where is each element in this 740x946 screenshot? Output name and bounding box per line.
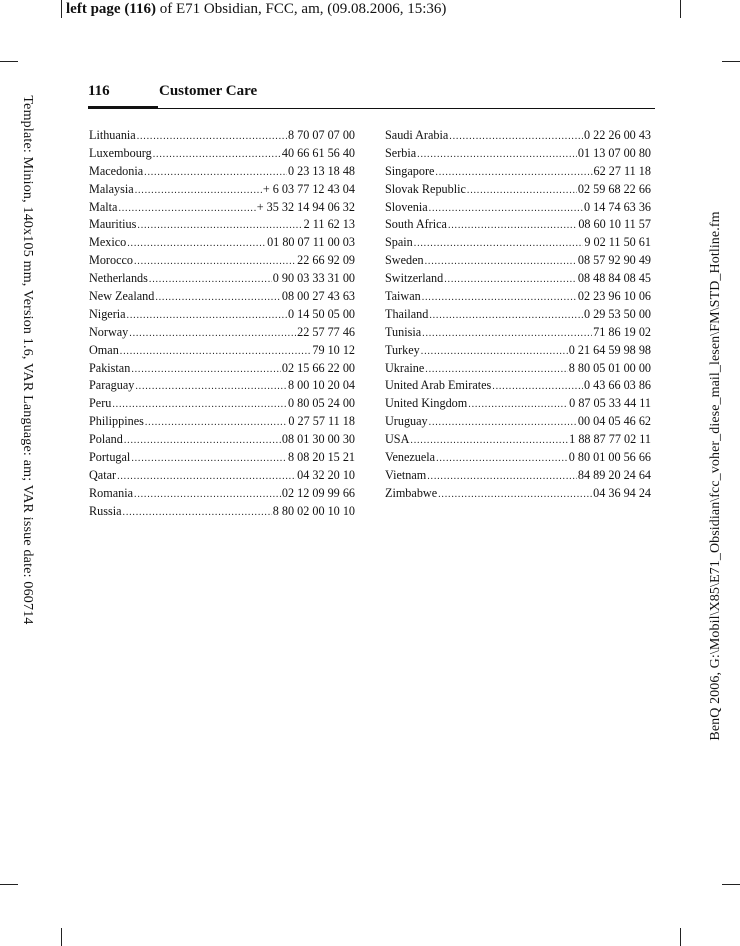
country-name: Pakistan [89, 360, 131, 375]
hotline-row [89, 288, 355, 306]
country-name: Mexico [89, 235, 127, 250]
phone-number: 0 43 66 03 86 [583, 378, 651, 393]
hotline-row [385, 145, 651, 163]
hotline-row [89, 342, 355, 360]
dot-leader [422, 325, 592, 342]
phone-number: 0 22 26 00 43 [583, 128, 651, 142]
phone-number: 8 70 07 07 00 [287, 128, 355, 142]
dot-leader [429, 200, 583, 217]
hotline-row [89, 324, 355, 342]
hotline-row [385, 288, 651, 306]
phone-number: 8 08 20 15 21 [287, 450, 355, 465]
dot-leader [134, 486, 281, 503]
hotline-row [385, 270, 651, 288]
page-title: Customer Care [159, 83, 258, 99]
hotline-row [89, 163, 355, 181]
dot-leader [135, 378, 287, 395]
hotline-row [89, 234, 355, 252]
country-name: Taiwan [385, 289, 421, 304]
page-number: 116 [88, 83, 110, 99]
dot-leader [429, 307, 583, 324]
hotline-row [385, 216, 651, 234]
country-name: Romania [89, 485, 134, 500]
crop-mark [61, 928, 62, 946]
hotline-row [89, 199, 355, 217]
country-name: Spain [385, 235, 413, 250]
phone-number: + 35 32 14 94 06 32 [256, 199, 355, 214]
phone-number: 1 88 87 77 02 11 [569, 432, 651, 447]
country-name: Philippines [89, 414, 144, 429]
phone-number: 04 36 94 24 [593, 485, 651, 500]
header-rule-thick [88, 106, 158, 109]
phone-number: 0 21 64 59 98 98 [568, 342, 651, 357]
dot-leader [117, 468, 296, 485]
phone-number: + 6 03 77 12 43 04 [262, 181, 355, 196]
hotline-row [385, 431, 651, 449]
phone-number: 08 60 10 11 57 [578, 217, 651, 232]
phone-number: 79 10 12 [312, 342, 355, 357]
hotline-row [89, 252, 355, 270]
phone-number: 40 66 61 56 40 [281, 145, 355, 160]
phone-number: 02 59 68 22 66 [577, 181, 651, 196]
dot-leader [444, 271, 577, 288]
phone-number: 08 01 30 00 30 [281, 432, 355, 447]
dot-leader [144, 164, 287, 181]
country-name: Luxembourg [89, 145, 152, 160]
country-name: Malaysia [89, 181, 134, 196]
crop-mark [0, 884, 18, 885]
country-name: Macedonia [89, 163, 144, 178]
phone-number: 02 12 09 99 66 [281, 485, 355, 500]
dot-leader [145, 414, 288, 431]
dot-leader [135, 182, 262, 199]
hotline-row [89, 216, 355, 234]
hotline-row [89, 270, 355, 288]
phone-number: 01 13 07 00 80 [577, 145, 651, 160]
hotline-row [89, 467, 355, 485]
phone-number: 9 02 11 50 61 [584, 235, 651, 250]
country-name: Nigeria [89, 306, 126, 321]
country-name: Uruguay [385, 414, 428, 429]
hotline-row [385, 181, 651, 199]
dot-leader [123, 504, 272, 521]
dot-leader [153, 146, 281, 163]
dot-leader [131, 450, 287, 467]
dot-leader [124, 432, 281, 449]
dot-leader [131, 361, 281, 378]
hotline-row [385, 449, 651, 467]
hotline-row [89, 503, 355, 521]
dot-leader [127, 235, 266, 252]
header-rule [158, 108, 655, 109]
country-name: Mauritius [89, 217, 137, 232]
dot-leader [155, 289, 281, 306]
country-name: Peru [89, 396, 112, 411]
country-name: Vietnam [385, 467, 427, 482]
hotline-row [385, 252, 651, 270]
print-info-line [66, 1, 446, 18]
phone-number: 8 80 02 00 10 10 [272, 503, 355, 518]
phone-number: 0 14 74 63 36 [583, 199, 651, 214]
phone-number: 08 57 92 90 49 [577, 253, 651, 268]
hotline-row [385, 127, 651, 145]
phone-number: 04 32 20 10 [297, 467, 355, 482]
print-info-page: left page (116) [66, 1, 156, 17]
country-name: Slovenia [385, 199, 428, 214]
phone-number: 0 80 01 00 56 66 [568, 450, 651, 465]
hotline-row [89, 377, 355, 395]
phone-number: 62 27 11 18 [593, 163, 651, 178]
dot-leader [467, 182, 577, 199]
hotline-row [385, 199, 651, 217]
country-name: Thailand [385, 306, 429, 321]
dot-leader [137, 128, 287, 145]
country-name: Lithuania [89, 128, 136, 142]
phone-number: 71 86 19 02 [593, 324, 651, 339]
crop-mark [722, 884, 740, 885]
hotline-row [385, 467, 651, 485]
dot-leader [427, 468, 577, 485]
phone-number: 8 80 05 01 00 00 [568, 360, 651, 375]
phone-number: 0 14 50 05 00 [287, 306, 355, 321]
country-name: USA [385, 432, 410, 447]
country-name: Saudi Arabia [385, 128, 449, 142]
phone-number: 22 57 77 46 [297, 324, 355, 339]
country-name: Norway [89, 324, 129, 339]
crop-mark [61, 0, 62, 18]
phone-number: 84 89 20 24 64 [577, 467, 651, 482]
hotline-row [385, 306, 651, 324]
dot-leader [438, 486, 592, 503]
country-name: Tunisia [385, 324, 422, 339]
dot-leader [410, 432, 568, 449]
country-name: Ukraine [385, 360, 425, 375]
country-name: Slovak Republic [385, 181, 466, 196]
phone-number: 08 00 27 43 63 [281, 289, 355, 304]
dot-leader [112, 396, 287, 413]
crop-mark [722, 61, 740, 62]
phone-number: 0 80 05 24 00 [287, 396, 355, 411]
phone-number: 02 15 66 22 00 [281, 360, 355, 375]
dot-leader [120, 343, 312, 360]
hotline-row [89, 145, 355, 163]
hotline-row [89, 306, 355, 324]
phone-number: 22 66 92 09 [297, 253, 355, 268]
hotline-row [89, 395, 355, 413]
hotline-row [89, 449, 355, 467]
dot-leader [421, 343, 568, 360]
crop-mark [0, 61, 18, 62]
file-path-text: BenQ 2006, G:\Mobil\X85\E71_Obsidian\fcc_voher_diese_mail_lesen\FM\STD_Hotline.fm [708, 211, 723, 741]
hotline-row [385, 360, 651, 378]
phone-number: 01 80 07 11 00 03 [267, 235, 355, 250]
dot-leader [422, 289, 577, 306]
hotline-row [385, 485, 651, 503]
dot-leader [134, 253, 296, 270]
dot-leader [448, 217, 577, 234]
country-name: Morocco [89, 253, 133, 268]
dot-leader [449, 128, 583, 145]
dot-leader [129, 325, 296, 342]
country-name: New Zealand [89, 289, 155, 304]
hotline-row [89, 485, 355, 503]
dot-leader [417, 146, 577, 163]
dot-leader [435, 164, 592, 181]
dot-leader [425, 253, 577, 270]
country-name: United Arab Emirates [385, 378, 492, 393]
dot-leader [468, 396, 568, 413]
country-name: South Africa [385, 217, 447, 232]
country-name: Portugal [89, 450, 131, 465]
dot-leader [429, 414, 577, 431]
country-name: Qatar [89, 467, 117, 482]
hotline-row [385, 413, 651, 431]
hotline-row [385, 324, 651, 342]
phone-number: 0 90 03 33 31 00 [272, 271, 355, 286]
country-name: Switzerland [385, 271, 444, 286]
country-name: Russia [89, 503, 122, 518]
country-name: Zimbabwe [385, 485, 438, 500]
dot-leader [436, 450, 568, 467]
country-name: Poland [89, 432, 123, 447]
dot-leader [137, 217, 302, 234]
hotline-list-left [89, 127, 355, 521]
phone-number: 0 29 53 50 00 [583, 306, 651, 321]
country-name: Oman [89, 342, 119, 357]
hotline-row [385, 395, 651, 413]
phone-number: 0 87 05 33 44 11 [569, 396, 651, 411]
dot-leader [425, 361, 567, 378]
phone-number: 00 04 05 46 62 [577, 414, 651, 429]
phone-number: 2 11 62 13 [303, 217, 355, 232]
dot-leader [149, 271, 272, 288]
dot-leader [492, 378, 583, 395]
phone-number: 08 48 84 08 45 [577, 271, 651, 286]
hotline-row [89, 181, 355, 199]
country-name: Paraguay [89, 378, 135, 393]
hotline-list-right [385, 127, 651, 503]
country-name: Netherlands [89, 271, 148, 286]
crop-mark [680, 0, 681, 18]
phone-number: 02 23 96 10 06 [577, 289, 651, 304]
hotline-row [89, 127, 355, 145]
country-name: United Kingdom [385, 396, 468, 411]
crop-mark [680, 928, 681, 946]
dot-leader [118, 200, 255, 217]
hotline-row [89, 360, 355, 378]
print-info-details: of E71 Obsidian, FCC, am, (09.08.2006, 15:36) [155, 1, 447, 17]
phone-number: 0 27 57 11 18 [288, 414, 355, 429]
country-name: Turkey [385, 342, 420, 357]
hotline-row [89, 431, 355, 449]
country-name: Venezuela [385, 450, 436, 465]
hotline-row [385, 377, 651, 395]
hotline-row [385, 163, 651, 181]
phone-number: 8 00 10 20 04 [287, 378, 355, 393]
country-name: Sweden [385, 253, 424, 268]
dot-leader [127, 307, 287, 324]
hotline-row [385, 234, 651, 252]
dot-leader [414, 235, 584, 252]
hotline-row [385, 342, 651, 360]
country-name: Malta [89, 199, 118, 214]
template-info-text: Template: Minion, 140x105 mm, Version 1.6, VAR Language: am; VAR issue date: 060714 [20, 95, 35, 625]
country-name: Serbia [385, 145, 417, 160]
country-name: Singapore [385, 163, 435, 178]
hotline-row [89, 413, 355, 431]
phone-number: 0 23 13 18 48 [287, 163, 355, 178]
